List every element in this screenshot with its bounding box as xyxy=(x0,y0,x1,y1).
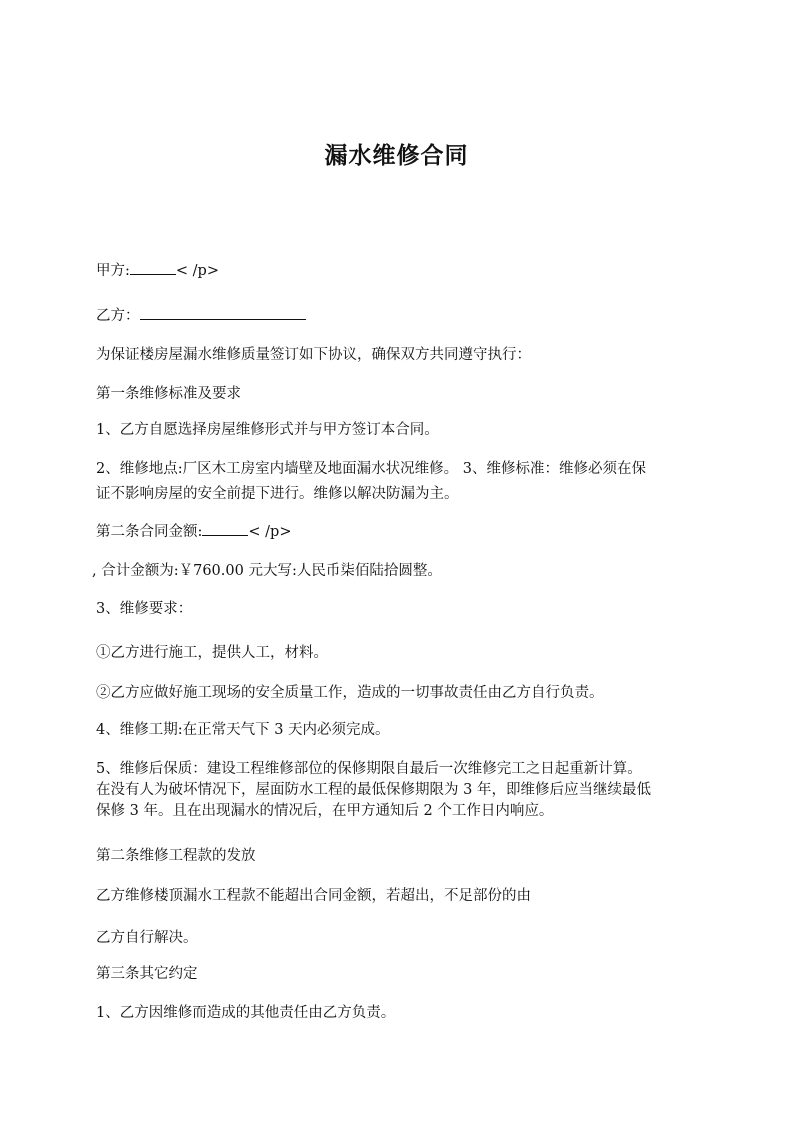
payment-line-1: 乙方维修楼顶漏水工程款不能超出合同金额，若超出，不足部份的由 xyxy=(96,888,531,904)
party-a-line xyxy=(96,260,219,281)
requirements-heading: 3、维修要求： xyxy=(96,601,193,617)
article-3-heading: 第三条其它约定 xyxy=(96,966,198,982)
party-a-label: 甲方: xyxy=(96,263,130,279)
work-period: 4、维修工期:在正常天气下 3 天内必须完成。 xyxy=(96,722,390,738)
warranty-line-3: 保修 3 年。且在出现漏水的情况后，在甲方通知后 2 个工作日内响应。 xyxy=(96,803,554,819)
requirement-2: ②乙方应做好施工现场的安全质量工作，造成的一切事故责任由乙方自行负责。 xyxy=(96,685,604,701)
contract-amount-line xyxy=(96,521,291,542)
article-1-item-2-line-1: 2、维修地点:厂区木工房室内墙壁及地面漏水状况维修。 3、维修标准：维修必须在保 xyxy=(96,461,646,477)
party-b-label: 乙方： xyxy=(96,308,140,324)
article-1-item-2-line-2: 证不影响房屋的安全前提下进行。维修以解决防漏为主。 xyxy=(96,486,459,502)
party-a-blank xyxy=(130,260,176,275)
party-b-blank xyxy=(140,305,306,320)
party-a-suffix: < /p> xyxy=(175,263,219,279)
contract-amount-label: 第二条合同金额: xyxy=(96,524,203,540)
article-1-heading: 第一条维修标准及要求 xyxy=(96,386,241,402)
requirement-1: ①乙方进行施工，提供人工，材料。 xyxy=(96,645,328,661)
document-title: 漏水维修合同 xyxy=(324,143,469,169)
warranty-line-2: 在没有人为破坏情况下，屋面防水工程的最低保修期限为 3 年，即维修后应当继续最低 xyxy=(96,782,651,798)
contract-amount-suffix: < /p> xyxy=(248,524,292,540)
warranty-paragraph xyxy=(96,759,711,822)
article-1-item-2 xyxy=(96,459,711,505)
contract-amount-blank xyxy=(202,521,248,536)
total-amount-line: , 合计金额为:￥760.00 元大写:人民币柒佰陆拾圆整。 xyxy=(92,563,442,579)
warranty-line-1: 5、维修后保质：建设工程维修部位的保修期限自最后一次维修完工之日起重新计算。 xyxy=(96,761,642,777)
payment-line-2: 乙方自行解决。 xyxy=(96,930,198,946)
party-b-line xyxy=(96,305,306,326)
payment-heading: 第二条维修工程款的发放 xyxy=(96,848,256,864)
article-1-item-1: 1、乙方自愿选择房屋维修形式并与甲方签订本合同。 xyxy=(96,422,439,438)
intro-paragraph: 为保证楼房屋漏水维修质量签订如下协议，确保双方共同遵守执行： xyxy=(96,347,531,363)
article-3-item-1: 1、乙方因维修而造成的其他责任由乙方负责。 xyxy=(96,1005,396,1021)
